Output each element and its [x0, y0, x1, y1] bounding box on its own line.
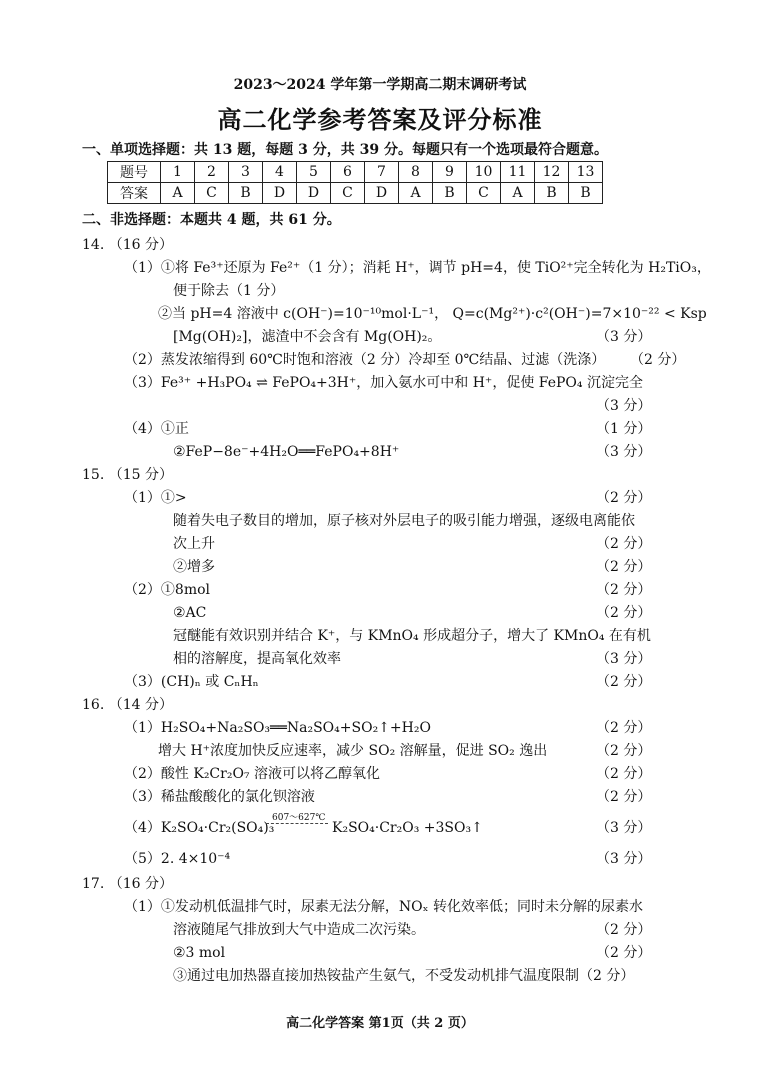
question-16-heading: 16. （14 分） [82, 697, 173, 713]
question-15-heading: 15. （15 分） [82, 467, 173, 483]
score-label: （3 分） [596, 329, 652, 345]
answer-cell: D [365, 183, 399, 204]
question-number: 13 [569, 162, 603, 183]
answer-cell: C [195, 183, 229, 204]
score-label: （2 分） [596, 674, 652, 690]
answer-line: （1）H₂SO₄+Na₂SO₃══Na₂SO₄+SO₂↑+H₂O [124, 720, 431, 736]
answer-line: ②AC [173, 605, 207, 621]
row-label: 题号 [108, 162, 161, 183]
answer-line: （4）K₂SO₄·Cr₂(SO₄)₃ [124, 820, 275, 836]
score-label: （3 分） [596, 444, 652, 460]
score-label: （3 分） [596, 651, 652, 667]
answer-cell: B [433, 183, 467, 204]
score-label: （3 分） [596, 398, 652, 414]
answer-line: ③通过电加热器直接加热铵盐产生氨气，不受发动机排气温度限制（2 分） [173, 968, 635, 984]
question-number: 7 [365, 162, 399, 183]
question-14-heading: 14. （16 分） [82, 237, 173, 253]
question-number: 8 [399, 162, 433, 183]
answer-line: ②3 mol [173, 945, 226, 961]
answer-line: 冠醚能有效识别并结合 K⁺，与 KMnO₄ 形成超分子，增大了 KMnO₄ 在有机 [173, 628, 651, 644]
answer-line: ②增多 [173, 559, 215, 575]
question-number: 5 [297, 162, 331, 183]
question-number: 9 [433, 162, 467, 183]
answer-line: （4）①正 [124, 421, 189, 437]
answer-line: 相的溶解度，提高氧化效率 [173, 651, 341, 667]
answer-cell: B [569, 183, 603, 204]
answer-line: （1）①发动机低温排气时，尿素无法分解，NOₓ 转化效率低；同时未分解的尿素水 [124, 899, 644, 915]
answer-line: 随着失电子数目的增加，原子核对外层电子的吸引能力增强，逐级电离能依 [173, 513, 635, 529]
score-label: （2 分） [596, 743, 652, 759]
answer-cell: B [535, 183, 569, 204]
answer-line: （3）稀盐酸酸化的氯化钡溶液 [124, 789, 315, 805]
question-number: 12 [535, 162, 569, 183]
answer-line: 溶液随尾气排放到大气中造成二次污染。 [173, 922, 425, 938]
answer-cell: C [467, 183, 501, 204]
exam-title: 2023～2024 学年第一学期高二期末调研考试 [233, 77, 527, 93]
answer-line: ②FeP−8e⁻+4H₂O══FePO₄+8H⁺ [173, 444, 400, 460]
answer-cell: A [161, 183, 195, 204]
reaction-arrow [266, 823, 328, 824]
section1-heading: 一、单项选择题：共 13 题，每题 3 分，共 39 分。每题只有一个选项最符合题意。 [82, 142, 608, 158]
reaction-condition: 607～627℃ [272, 813, 326, 823]
answer-line: 次上升 [173, 536, 215, 552]
answer-line: 增大 H⁺浓度加快反应速率，减少 SO₂ 溶解量，促进 SO₂ 逸出 [158, 743, 548, 759]
answer-cell: A [399, 183, 433, 204]
question-number: 11 [501, 162, 535, 183]
score-label: （2 分） [596, 605, 652, 621]
table-row [108, 162, 603, 183]
answer-line: （2）①8mol [124, 582, 210, 598]
score-label: （2 分） [596, 582, 652, 598]
answer-line: ②当 pH=4 溶液中 c(OH⁻)=10⁻¹⁰mol·L⁻¹， Q=c(Mg²⁺)·c²(OH⁻)=7×10⁻²² < Ksp [158, 306, 707, 322]
answer-line: （1）①> [124, 490, 187, 506]
score-label: （2 分） [596, 945, 652, 961]
answer-line: （1）①将 Fe³⁺还原为 Fe²⁺（1 分）；消耗 H⁺，调节 pH=4，使 TiO²⁺完全转化为 H₂TiO₃， [124, 260, 711, 276]
answer-line: （2）酸性 K₂Cr₂O₇ 溶液可以将乙醇氧化 [124, 766, 380, 782]
row-label: 答案 [108, 183, 161, 204]
answer-cell: D [297, 183, 331, 204]
answer-cell: C [331, 183, 365, 204]
question-number: 6 [331, 162, 365, 183]
answer-cell: B [229, 183, 263, 204]
answer-line: K₂SO₄·Cr₂O₃ +3SO₃↑ [332, 820, 483, 836]
score-label: （3 分） [596, 851, 652, 867]
question-number: 10 [467, 162, 501, 183]
page-title: 高二化学参考答案及评分标准 [217, 106, 543, 134]
score-label: （2 分） [596, 766, 652, 782]
question-number: 3 [229, 162, 263, 183]
answer-line: （5）2. 4×10⁻⁴ [124, 851, 231, 867]
table-row [108, 183, 603, 204]
answer-line: （2）蒸发浓缩得到 60℃时饱和溶液（2 分）冷却至 0℃结晶、过滤（洗涤） [124, 352, 606, 368]
score-label: （2 分） [596, 720, 652, 736]
answer-cell: D [263, 183, 297, 204]
answer-table [107, 161, 603, 204]
answer-line: （3）Fe³⁺ +H₃PO₄ ⇌ FePO₄+3H⁺，加入氨水可中和 H⁺，促使 FePO₄ 沉淀完全 [124, 375, 643, 391]
question-number: 2 [195, 162, 229, 183]
score-label: （1 分） [596, 421, 652, 437]
answer-line: （3）(CH)ₙ 或 CₙHₙ [124, 674, 259, 690]
score-label: （2 分） [596, 922, 652, 938]
score-label: （2 分） [596, 536, 652, 552]
question-number: 4 [263, 162, 297, 183]
answer-cell: A [501, 183, 535, 204]
score-label: （2 分） [596, 559, 652, 575]
score-label: （2 分） [596, 789, 652, 805]
question-17-heading: 17. （16 分） [82, 876, 173, 892]
answer-line: [Mg(OH)₂]，滤渣中不会含有 Mg(OH)₂。 [173, 329, 442, 345]
page-footer: 高二化学答案 第1页（共 2 页） [286, 1016, 474, 1031]
answer-line: 便于除去（1 分） [173, 283, 285, 299]
question-number: 1 [161, 162, 195, 183]
section2-heading: 二、非选择题：本题共 4 题，共 61 分。 [82, 212, 341, 228]
score-label: （2 分） [630, 352, 686, 368]
score-label: （2 分） [596, 490, 652, 506]
score-label: （3 分） [596, 820, 652, 836]
